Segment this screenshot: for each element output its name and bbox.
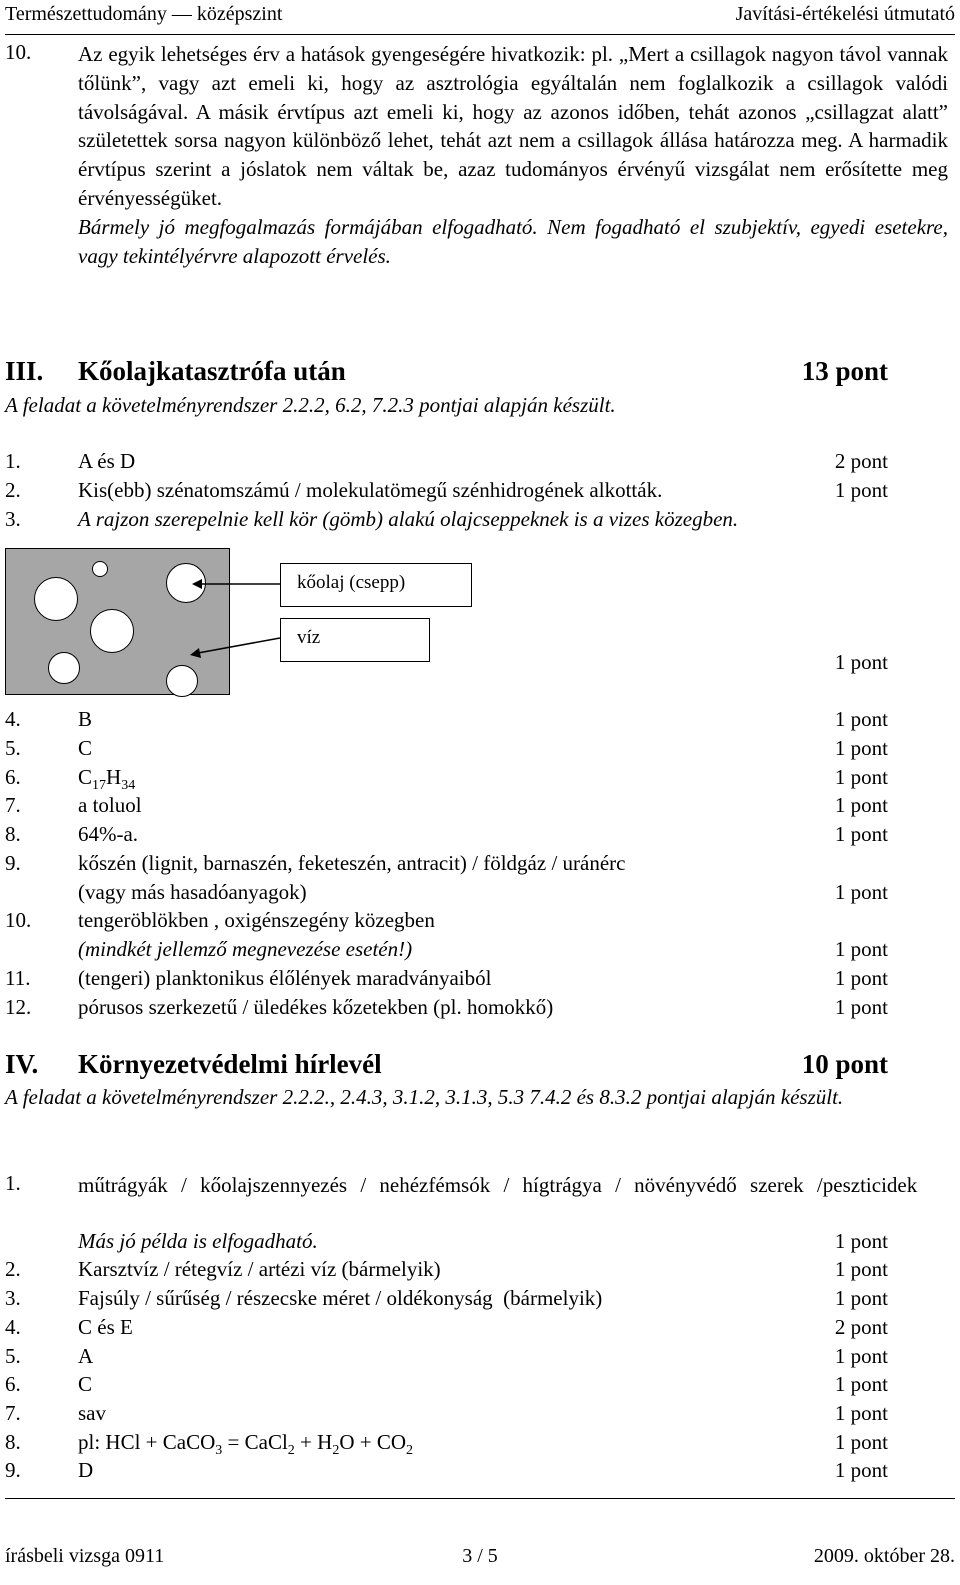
- s4-item1-text: [78, 1171, 948, 1200]
- s4-item1-points: 1 pont: [834, 1229, 888, 1253]
- s4-item7-points: 1 pont: [834, 1401, 888, 1425]
- s4-item2-points: 1 pont: [834, 1257, 888, 1281]
- s4-item7-num: 7.: [5, 1401, 21, 1425]
- s3-item3-text: A rajzon szerepelnie kell kör (gömb) alakú olajcseppeknek is a vizes közegben.: [78, 507, 739, 531]
- s4-item1-line: műtrágyák / kőolajszennyezés / nehézfémsók / hígtrágya / növényvédő szerek /peszticidek: [78, 1173, 918, 1197]
- footer-date: 2009. október 28.: [813, 1545, 955, 1567]
- eq-part: + H: [294, 1430, 333, 1454]
- s3-item9-text: kőszén (lignit, barnaszén, feketeszén, antracit) / földgáz / uránérc: [78, 851, 626, 875]
- s3-item7-num: 7.: [5, 793, 21, 817]
- section3-title: Kőolajkatasztrófa után: [78, 356, 346, 386]
- eq-part: = CaCl: [222, 1430, 288, 1454]
- s3-item2-num: 2.: [5, 478, 21, 502]
- s3-item6-formula: [78, 765, 135, 794]
- header-left: Természettudomány — középszint: [5, 3, 283, 25]
- section3-points: 13 pont: [801, 356, 888, 386]
- s4-item6-num: 6.: [5, 1372, 21, 1396]
- section3-note: A feladat a követelményrendszer 2.2.2, 6.2, 7.2.3 pontjai alapján készült.: [5, 393, 616, 417]
- header-right: Javítási-értékelési útmutató: [735, 3, 955, 25]
- s4-item4-text: C és E: [78, 1315, 133, 1339]
- s3-item11-points: 1 pont: [834, 966, 888, 990]
- s3-item8-points: 1 pont: [834, 822, 888, 846]
- s3-item12-points: 1 pont: [834, 995, 888, 1019]
- s4-item6-points: 1 pont: [834, 1372, 888, 1396]
- formula-h: H: [106, 765, 122, 789]
- s4-item8-points: 1 pont: [834, 1430, 888, 1454]
- s4-item9-text: D: [78, 1458, 94, 1482]
- s4-item1-num: 1.: [5, 1171, 21, 1195]
- s3-item6-num: 6.: [5, 765, 21, 789]
- s4-item3-points: 1 pont: [834, 1286, 888, 1310]
- s3-item12-text: pórusos szerkezetű / üledékes kőzetekben (pl. homokkő): [78, 995, 554, 1019]
- oil-droplet: [48, 652, 80, 684]
- s3-item5-num: 5.: [5, 736, 21, 760]
- page-footer: [5, 1545, 955, 1568]
- s3-item9-points: 1 pont: [834, 880, 888, 904]
- page-number: 3 / 5: [462, 1545, 498, 1567]
- s3-item4-points: 1 pont: [834, 707, 888, 731]
- section3-roman: III.: [5, 356, 44, 386]
- formula-c-sub: 17: [92, 778, 107, 794]
- s3-item10-num: 10.: [5, 908, 32, 932]
- s4-item4-points: 2 pont: [834, 1315, 888, 1339]
- s3-item10-text2: (mindkét jellemző megnevezése esetén!): [78, 937, 413, 961]
- s4-item1-note: Más jó példa is elfogadható.: [78, 1229, 318, 1253]
- oil-droplet: [34, 577, 78, 621]
- s4-item2-text: Karsztvíz / rétegvíz / artézi víz (bármelyik): [78, 1257, 441, 1281]
- oil-droplet: [92, 561, 108, 577]
- s4-item7-text: sav: [78, 1401, 106, 1425]
- s4-item3-text: Fajsúly / sűrűség / részecske méret / oldékonyság (bármelyik): [78, 1286, 603, 1310]
- s4-item5-text: A: [78, 1344, 94, 1368]
- s4-item9-num: 9.: [5, 1458, 21, 1482]
- s3-item5-points: 1 pont: [834, 736, 888, 760]
- s3-item8-num: 8.: [5, 822, 21, 846]
- section4-roman: IV.: [5, 1049, 39, 1079]
- s3-item7-text: a toluol: [78, 793, 142, 817]
- footer-left: írásbeli vizsga 0911: [5, 1545, 165, 1567]
- s3-item10-points: 1 pont: [834, 937, 888, 961]
- s3-item6-points: 1 pont: [834, 765, 888, 789]
- section4-title: Környezetvédelmi hírlevél: [78, 1049, 382, 1079]
- eq-part: O + CO: [339, 1430, 406, 1454]
- section4-note: A feladat a követelményrendszer 2.2.2., 2.4.3, 3.1.2, 3.1.3, 5.3 7.4.2 és 8.3.2 pontjai alapján készült.: [5, 1085, 844, 1109]
- s3-item1-num: 1.: [5, 449, 21, 473]
- s3-item3-points: 1 pont: [834, 650, 888, 674]
- eq-part: pl: HCl + CaCO: [78, 1430, 216, 1454]
- s3-item4-text: B: [78, 707, 93, 731]
- s3-item2-text: Kis(ebb) szénatomszámú / molekulatömegű szénhidrogének alkották.: [78, 478, 663, 502]
- s4-item8-equation: [78, 1430, 413, 1459]
- s3-item10-text: tengeröblökben , oxigénszegény közegben: [78, 908, 435, 932]
- eq-sub: 2: [287, 1443, 295, 1459]
- eq-sub: 2: [406, 1443, 413, 1459]
- s3-item8-text: 64%-a.: [78, 822, 139, 846]
- s3-item2-points: 1 pont: [834, 478, 888, 502]
- eq-sub: 2: [332, 1443, 340, 1459]
- s3-item4-num: 4.: [5, 707, 21, 731]
- eq-sub: 3: [215, 1443, 223, 1459]
- formula-h-sub: 34: [121, 778, 136, 794]
- s3-item11-num: 11.: [5, 966, 31, 990]
- footer-rule: [5, 1498, 955, 1499]
- label-water: víz: [280, 618, 430, 662]
- s3-item1-text: A és D: [78, 449, 136, 473]
- s3-item1-points: 2 pont: [834, 449, 888, 473]
- s3-item5-text: C: [78, 736, 93, 760]
- s4-item8-num: 8.: [5, 1430, 21, 1454]
- s4-item9-points: 1 pont: [834, 1458, 888, 1482]
- header-rule: [5, 34, 955, 35]
- s3-item3-num: 3.: [5, 507, 21, 531]
- s4-item5-points: 1 pont: [834, 1344, 888, 1368]
- section4-points: 10 pont: [801, 1049, 888, 1079]
- q10-number: 10.: [5, 40, 32, 64]
- s3-item9-text2: (vagy más hasadóanyagok): [78, 880, 307, 904]
- s4-item3-num: 3.: [5, 1286, 21, 1310]
- oil-droplet-diagram: [5, 548, 230, 695]
- s3-item12-num: 12.: [5, 995, 32, 1019]
- q10-note: Bármely jó megfogalmazás formájában elfogadható. Nem fogadható el szubjektív, egyedi esetekre, vagy tekintélyérvre alapozott érvelés.: [78, 214, 948, 268]
- s3-item7-points: 1 pont: [834, 793, 888, 817]
- s4-item5-num: 5.: [5, 1344, 21, 1368]
- page-header: [5, 3, 955, 33]
- label-oil-drop: kőolaj (csepp): [280, 563, 472, 607]
- formula-c: C: [78, 765, 93, 789]
- s4-item2-num: 2.: [5, 1257, 21, 1281]
- q10-answer: [78, 40, 948, 270]
- oil-droplet: [90, 609, 134, 653]
- s4-item4-num: 4.: [5, 1315, 21, 1339]
- s3-item11-text: (tengeri) planktonikus élőlények maradványaiból: [78, 966, 492, 990]
- q10-text: Az egyik lehetséges érv a hatások gyengeségére hivatkozik: pl. „Mert a csillagok nagyon távol vannak tőlünk”, vagy azt emeli ki, hogy az asztrológia egyáltalán nem foglalkozik a csillagok valódi távolságával. A másik érvtípus azt emeli ki, hogy az azonos időben, tehát azonos „csillagzat alatt” születettek sorsa nagyon különböző lehet, tehát azt nem a csillagok állása határozza meg. A harmadik érvtípus szerint a jóslatok nem váltak be, azaz tudományos érvényű vizsgálat nem erősítette meg érvényességüket.: [78, 42, 948, 210]
- s3-item9-num: 9.: [5, 851, 21, 875]
- s4-item6-text: C: [78, 1372, 93, 1396]
- oil-droplet: [166, 665, 198, 697]
- oil-droplet: [166, 563, 206, 603]
